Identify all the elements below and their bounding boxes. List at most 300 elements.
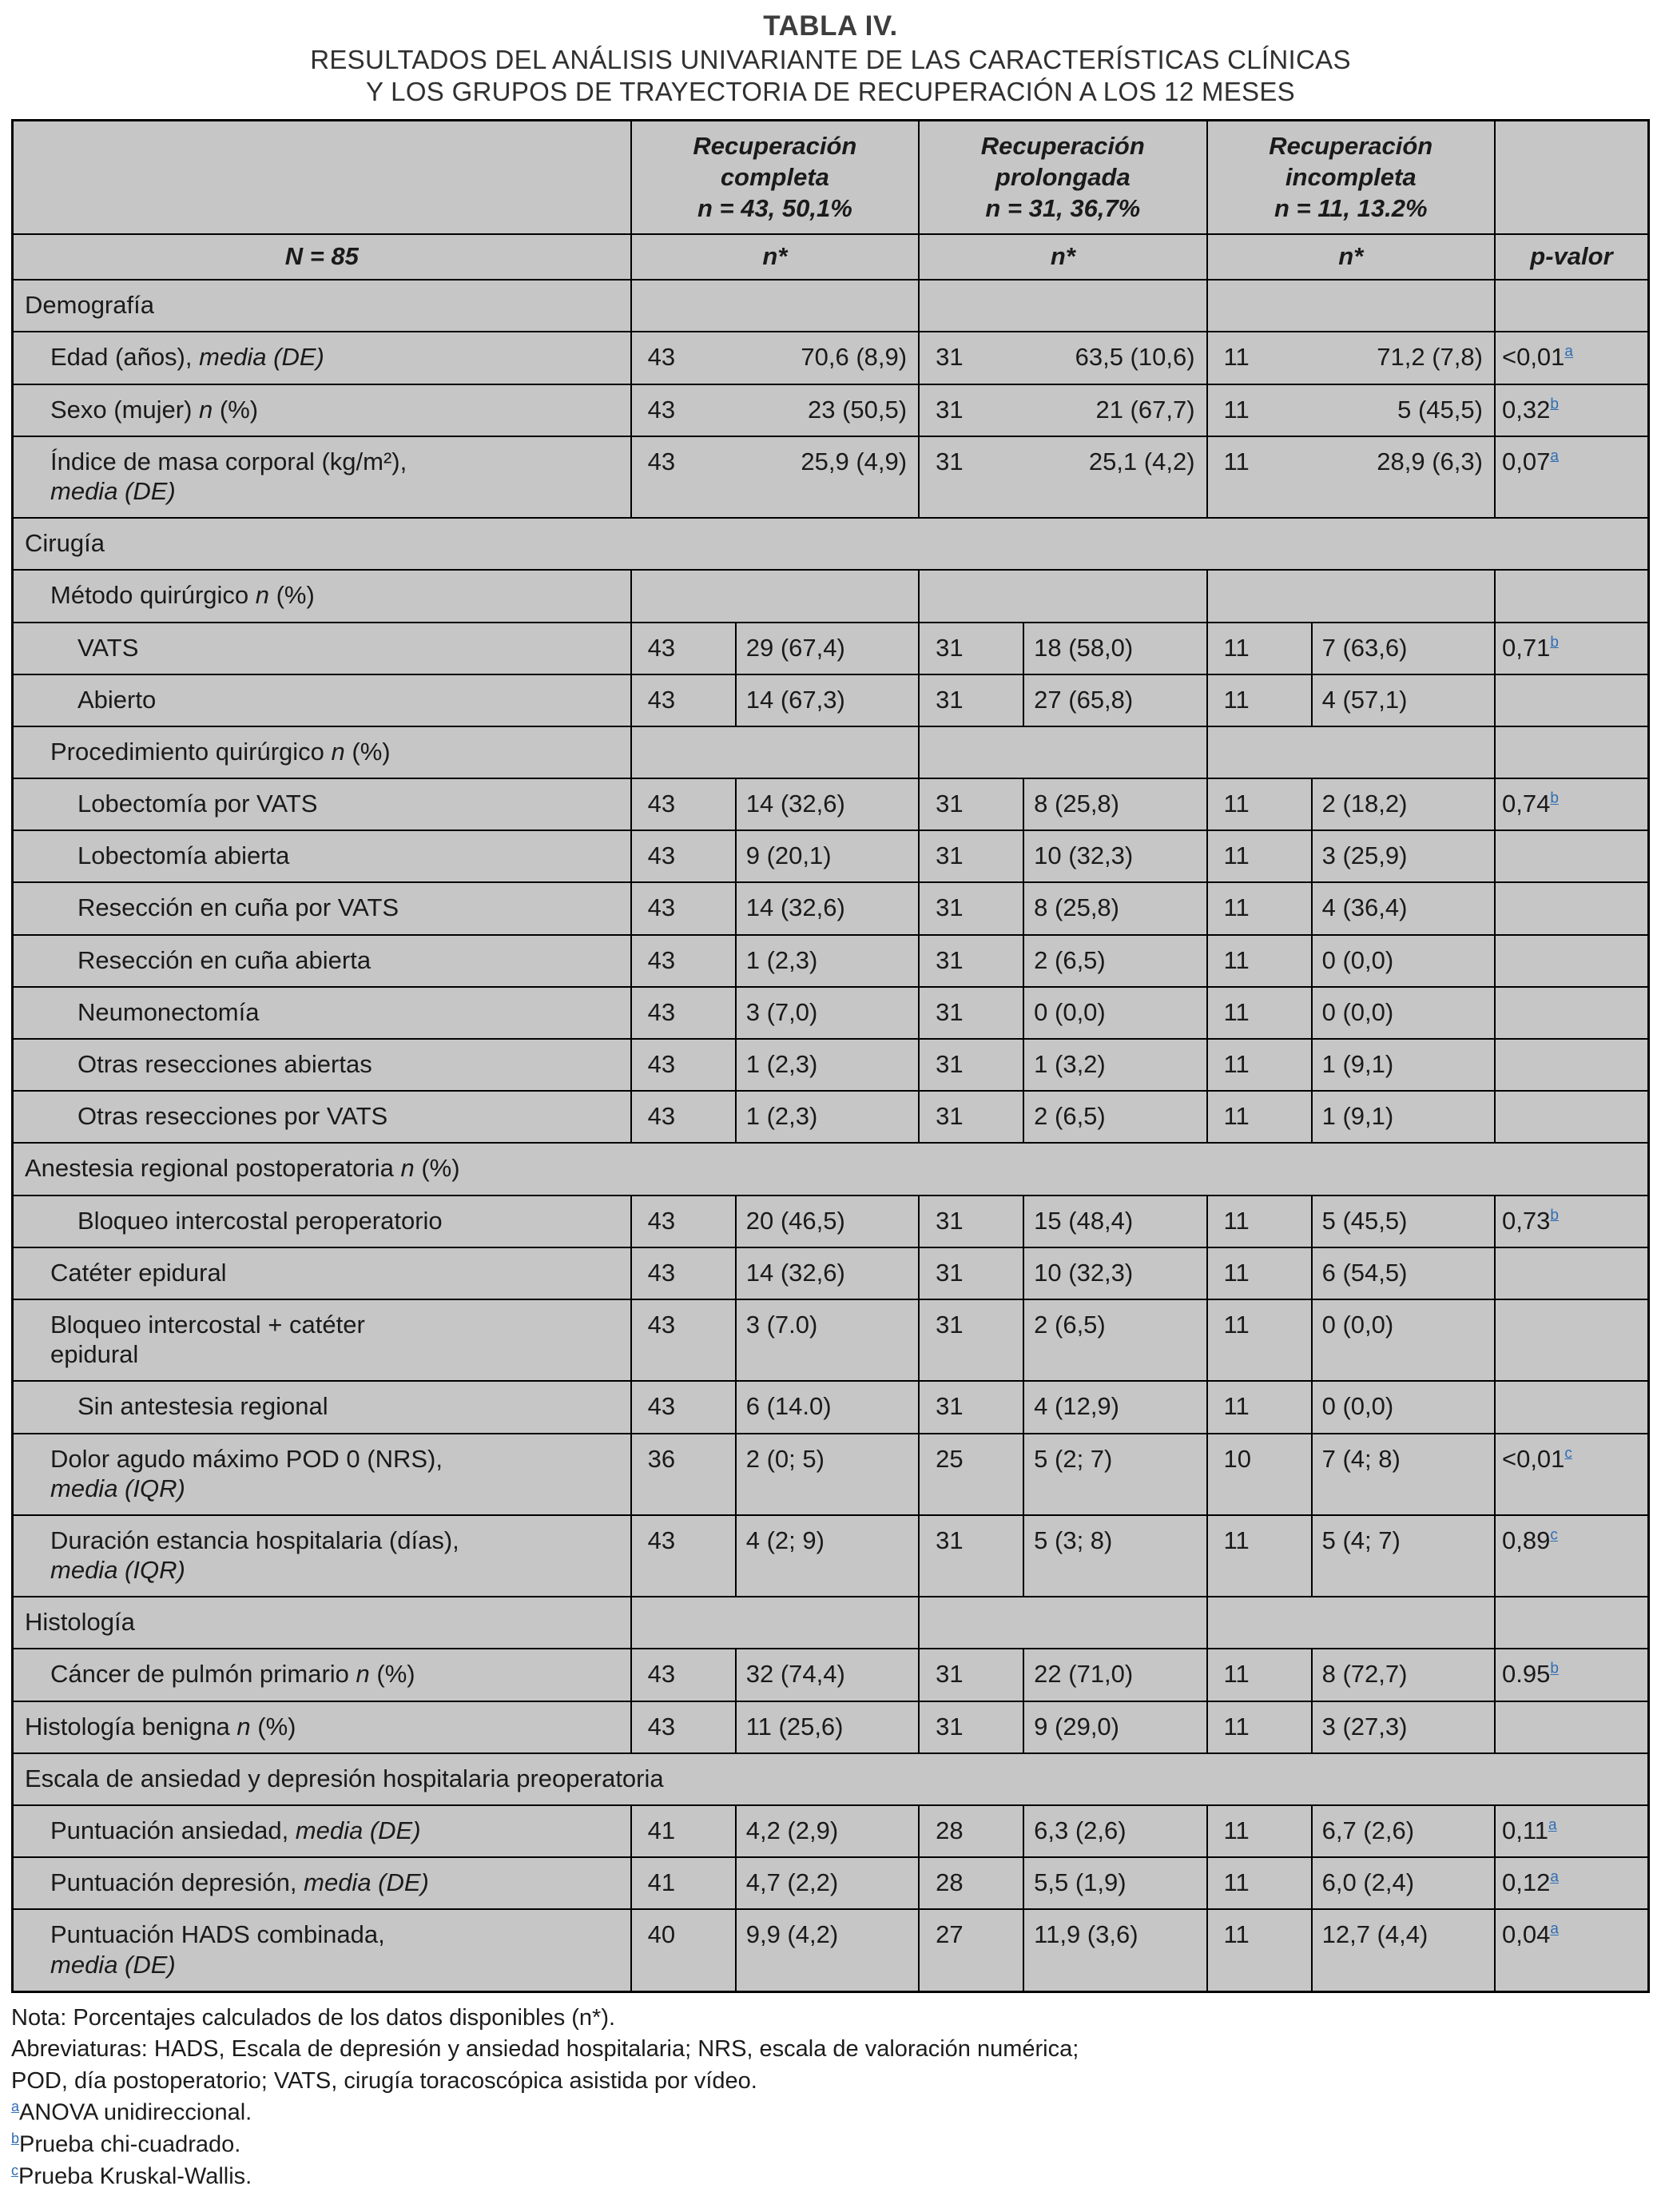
statistic-cell: 14 (32,6) (736, 1247, 919, 1299)
row-label-line (50, 1555, 624, 1585)
p-value-header: p-valor (1495, 234, 1649, 280)
statistic-cell: 5 (3; 8) (1023, 1515, 1206, 1597)
row-label-cell (13, 1381, 631, 1433)
n-available-cell: 27 (919, 1909, 1023, 1991)
label-segment: Puntuación HADS combinada, (50, 1920, 385, 1949)
p-header-spacer (1495, 121, 1649, 235)
label-segment: n (400, 1154, 415, 1183)
statistic-cell: 2 (6,5) (1023, 1091, 1206, 1143)
footnote-c (11, 2161, 1650, 2193)
statistic-cell: 15 (48,4) (1023, 1196, 1206, 1247)
table-row (13, 935, 1649, 987)
n-available-cell: 11 (1207, 1039, 1312, 1091)
n-available-value: 31 (936, 395, 964, 424)
n-available-cell: 41 (631, 1805, 736, 1857)
n-available-cell: 43 (631, 830, 736, 882)
label-segment: n (199, 395, 213, 424)
p-value-cell (1495, 570, 1649, 622)
label-segment: (%) (369, 1660, 415, 1689)
label-segment: Otras resecciones abiertas (77, 1050, 372, 1078)
statistic-cell: 6 (54,5) (1312, 1247, 1495, 1299)
label-segment: Resección en cuña abierta (77, 945, 372, 974)
row-label-cell (13, 1091, 631, 1143)
label-segment: Escala de ansiedad y depresión hospitalaria preoperatoria (25, 1764, 664, 1792)
n-total-header: N = 85 (13, 234, 631, 280)
table-row (13, 1434, 1649, 1515)
group-value-cell (1207, 332, 1495, 384)
label-segment: Anestesia regional postoperatoria (25, 1154, 401, 1183)
section-label-cell (13, 280, 631, 332)
statistic-cell: 2 (6,5) (1023, 1299, 1206, 1381)
statistic-cell: 9,9 (4,2) (736, 1909, 919, 1991)
statistic-cell: 4 (36,4) (1312, 882, 1495, 934)
n-available-cell: 31 (919, 623, 1023, 674)
row-label-cell (13, 830, 631, 882)
empty-group-cell (919, 726, 1206, 778)
label-segment: (%) (344, 737, 391, 766)
group-value-wrap (638, 342, 912, 372)
label-segment: media (DE) (50, 1950, 176, 1979)
row-label-cell (13, 1039, 631, 1091)
statistic-cell: 1 (2,3) (736, 935, 919, 987)
n-star-header: n* (631, 234, 919, 280)
row-label-line (50, 447, 624, 476)
statistic-cell: 32 (74,4) (736, 1649, 919, 1701)
statistic-cell: 1 (2,3) (736, 1039, 919, 1091)
statistic-cell: 6,3 (2,6) (1023, 1805, 1206, 1857)
label-segment: Catéter epidural (50, 1258, 227, 1287)
statistic-value: 23 (50,5) (808, 395, 908, 424)
n-available-cell: 31 (919, 1091, 1023, 1143)
statistic-cell: 4 (2; 9) (736, 1515, 919, 1597)
group-header-prolongada (919, 121, 1206, 235)
table-row (13, 332, 1649, 384)
n-available-cell: 31 (919, 830, 1023, 882)
row-label-cell (13, 1701, 631, 1753)
statistic-cell: 3 (27,3) (1312, 1701, 1495, 1753)
n-available-cell: 11 (1207, 1909, 1312, 1991)
n-available-cell: 40 (631, 1909, 736, 1991)
p-value-cell (1495, 1247, 1649, 1299)
empty-group-cell (631, 1597, 919, 1649)
table-row (13, 1515, 1649, 1597)
label-segment: Resección en cuña por VATS (77, 893, 399, 922)
statistic-cell: 1 (9,1) (1312, 1091, 1495, 1143)
group-value-cell (919, 332, 1206, 384)
empty-group-cell (1207, 1597, 1495, 1649)
label-segment: Edad (años), (50, 343, 200, 372)
row-label-line (77, 893, 624, 922)
footnote-ref: b (1550, 396, 1559, 413)
row-label-line (50, 1659, 624, 1689)
table-body (13, 280, 1649, 1991)
n-star-header: n* (1207, 234, 1495, 280)
section-row (13, 570, 1649, 622)
p-value-cell: <0,01$^a$ (1495, 332, 1649, 384)
row-label-line (50, 1310, 624, 1339)
row-label-line (50, 1526, 624, 1555)
n-available-value: 43 (647, 447, 676, 475)
group-value-cell (919, 436, 1206, 518)
row-label-cell (13, 1247, 631, 1299)
footnote-marker-a: a (11, 2099, 20, 2115)
row-label-cell (13, 1299, 631, 1381)
corner-cell (13, 121, 631, 235)
table-row (13, 1039, 1649, 1091)
row-label-cell (13, 1909, 631, 1991)
row-label-line (50, 1444, 624, 1474)
empty-group-cell (631, 280, 919, 332)
table-number: TABLA IV. (763, 10, 898, 42)
section-row (13, 518, 1649, 570)
table-row (13, 1805, 1649, 1857)
row-label-cell (13, 436, 631, 518)
n-available-cell: 43 (631, 987, 736, 1039)
n-available-cell: 11 (1207, 1196, 1312, 1247)
group-title-line: incompleta (1285, 162, 1417, 191)
statistic-value: 28,9 (6,3) (1377, 447, 1483, 475)
n-available-cell: 36 (631, 1434, 736, 1515)
n-available-cell: 11 (1207, 1649, 1312, 1701)
p-value-cell: 0,32$^b$ (1495, 384, 1649, 436)
statistic-value: 25,9 (4,9) (801, 447, 908, 475)
row-label-line (50, 737, 624, 766)
label-segment: Lobectomía abierta (77, 841, 290, 870)
n-available-cell: 11 (1207, 830, 1312, 882)
p-value-cell (1495, 280, 1649, 332)
row-label-cell (13, 1649, 631, 1701)
label-segment: n (331, 737, 345, 766)
table-caption-line2: Y LOS GRUPOS DE TRAYECTORIA DE RECUPERACIÓN A LOS 12 MESES (366, 76, 1295, 106)
footnotes-block (11, 2003, 1650, 2194)
group-value-wrap (926, 447, 1199, 476)
label-segment: (%) (269, 581, 315, 610)
row-label-line (50, 395, 624, 424)
statistic-cell: 0 (0,0) (1023, 987, 1206, 1039)
label-segment: Histología benigna (25, 1712, 237, 1741)
group-title-line: completa (720, 162, 829, 191)
statistic-cell: 4 (12,9) (1023, 1381, 1206, 1433)
statistic-cell: 4,7 (2,2) (736, 1857, 919, 1909)
footnote-ref: a (1550, 448, 1559, 465)
table-row (13, 384, 1649, 436)
group-value-wrap (638, 447, 912, 476)
p-value-cell: 0.95$^b$ (1495, 1649, 1649, 1701)
n-available-cell: 11 (1207, 987, 1312, 1039)
n-available-cell: 11 (1207, 1857, 1312, 1909)
n-available-cell: 11 (1207, 935, 1312, 987)
empty-group-cell (631, 570, 919, 622)
table-row (13, 1857, 1649, 1909)
n-available-cell: 11 (1207, 1805, 1312, 1857)
label-segment: Bloqueo intercostal peroperatorio (77, 1206, 443, 1235)
label-segment: Sexo (mujer) (50, 395, 200, 424)
row-label-line (50, 1868, 624, 1897)
empty-group-cell (919, 280, 1206, 332)
group-title-line: prolongada (995, 162, 1131, 191)
empty-group-cell (1207, 726, 1495, 778)
group-value-cell (919, 384, 1206, 436)
statistic-cell: 2 (6,5) (1023, 935, 1206, 987)
p-value-cell (1495, 882, 1649, 934)
group-value-cell (1207, 384, 1495, 436)
n-available-cell: 11 (1207, 1515, 1312, 1597)
p-value-cell: 0,89$^c$ (1495, 1515, 1649, 1597)
p-value-cell: 0,07$^a$ (1495, 436, 1649, 518)
label-segment: Demografía (25, 291, 154, 320)
footnote-ref: c (1564, 1445, 1572, 1462)
row-label-cell (13, 623, 631, 674)
n-available-cell: 11 (1207, 1381, 1312, 1433)
label-segment: Duración estancia hospitalaria (días), (50, 1526, 459, 1554)
n-available-cell: 31 (919, 1381, 1023, 1433)
statistic-cell: 4 (57,1) (1312, 674, 1495, 726)
n-available-value: 31 (936, 343, 964, 372)
group-header-row (13, 121, 1649, 235)
label-segment: Procedimiento quirúrgico (50, 737, 332, 766)
n-star-header: n* (919, 234, 1206, 280)
statistic-cell: 3 (7,0) (736, 987, 919, 1039)
row-label-line (50, 342, 624, 372)
n-available-value: 31 (936, 447, 964, 475)
p-value-cell (1495, 1299, 1649, 1381)
n-available-cell: 11 (1207, 1247, 1312, 1299)
label-segment: media (IQR) (50, 1556, 185, 1585)
n-available-cell: 11 (1207, 1701, 1312, 1753)
row-label-cell (13, 882, 631, 934)
statistic-cell: 1 (2,3) (736, 1091, 919, 1143)
group-header-completa (631, 121, 919, 235)
group-value-wrap (926, 395, 1199, 424)
table-row (13, 1091, 1649, 1143)
row-label-line (50, 1258, 624, 1287)
group-value-cell (1207, 436, 1495, 518)
row-label-line (77, 1049, 624, 1079)
n-available-cell: 43 (631, 1649, 736, 1701)
section-label-cell (13, 570, 631, 622)
n-available-cell: 43 (631, 1091, 736, 1143)
n-available-cell: 31 (919, 1039, 1023, 1091)
row-label-line (50, 476, 624, 506)
label-segment: n (356, 1660, 370, 1689)
n-available-value: 43 (647, 395, 676, 424)
row-label-line (50, 1474, 624, 1503)
n-available-cell: 43 (631, 1039, 736, 1091)
footnote-ref: a (1564, 344, 1573, 361)
statistic-cell: 4,2 (2,9) (736, 1805, 919, 1857)
p-value-cell: 0,73$^b$ (1495, 1196, 1649, 1247)
statistic-cell: 0 (0,0) (1312, 987, 1495, 1039)
statistic-cell: 5,5 (1,9) (1023, 1857, 1206, 1909)
group-n-line: n = 31, 36,7% (985, 193, 1141, 222)
section-row (13, 1597, 1649, 1649)
n-available-cell: 31 (919, 778, 1023, 830)
results-table (11, 119, 1650, 1993)
label-segment: media (IQR) (50, 1474, 185, 1502)
statistic-cell: 3 (25,9) (1312, 830, 1495, 882)
p-value-cell: 0,12$^a$ (1495, 1857, 1649, 1909)
label-segment: Neumonectomía (77, 997, 260, 1026)
row-label-line (77, 945, 624, 975)
group-value-wrap (1214, 342, 1488, 372)
statistic-cell: 1 (3,2) (1023, 1039, 1206, 1091)
statistic-cell: 2 (18,2) (1312, 778, 1495, 830)
n-available-cell: 25 (919, 1434, 1023, 1515)
group-value-cell (631, 332, 919, 384)
label-segment: (%) (250, 1712, 296, 1741)
statistic-cell: 5 (45,5) (1312, 1196, 1495, 1247)
statistic-cell: 8 (25,8) (1023, 778, 1206, 830)
group-value-wrap (638, 395, 912, 424)
group-value-wrap (926, 342, 1199, 372)
statistic-value: 63,5 (10,6) (1075, 343, 1195, 372)
row-label-cell (13, 1196, 631, 1247)
table-caption-line1: RESULTADOS DEL ANÁLISIS UNIVARIANTE DE LAS CARACTERÍSTICAS CLÍNICAS (310, 44, 1351, 74)
p-value-cell (1495, 830, 1649, 882)
label-segment: (%) (414, 1154, 460, 1183)
n-available-cell: 43 (631, 1196, 736, 1247)
statistic-cell: 1 (9,1) (1312, 1039, 1495, 1091)
statistic-cell: 14 (32,6) (736, 778, 919, 830)
group-n-line: n = 11, 13.2% (1274, 193, 1428, 222)
label-segment: Lobectomía por VATS (77, 790, 318, 818)
label-segment: media (DE) (295, 1816, 421, 1844)
row-label-line (25, 1607, 624, 1637)
n-available-cell: 43 (631, 1247, 736, 1299)
footnote-ref: b (1550, 634, 1559, 651)
label-segment: Cáncer de pulmón primario (50, 1660, 356, 1689)
footnote-ref: a (1550, 1868, 1559, 1886)
label-segment: epidural (50, 1340, 139, 1369)
n-available-cell: 11 (1207, 882, 1312, 934)
label-segment: Cirugía (25, 529, 105, 558)
table-row (13, 1247, 1649, 1299)
footnote-marker-c: c (11, 2162, 18, 2179)
row-label-line (50, 1920, 624, 1949)
statistic-cell: 9 (29,0) (1023, 1701, 1206, 1753)
row-label-cell (13, 987, 631, 1039)
row-label-cell (13, 1515, 631, 1597)
row-label-cell (13, 674, 631, 726)
group-value-wrap (1214, 395, 1488, 424)
row-label-line (25, 1153, 1641, 1183)
row-label-line (77, 1206, 624, 1235)
table-row (13, 623, 1649, 674)
n-available-value: 11 (1223, 343, 1250, 372)
row-label-line (25, 1764, 1641, 1793)
n-available-cell: 31 (919, 1515, 1023, 1597)
statistic-cell: 7 (63,6) (1312, 623, 1495, 674)
p-value-cell (1495, 1381, 1649, 1433)
section-label-cell (13, 1597, 631, 1649)
footnote-b (11, 2129, 1650, 2161)
statistic-cell: 5 (4; 7) (1312, 1515, 1495, 1597)
n-available-cell: 43 (631, 1299, 736, 1381)
label-segment: media (DE) (50, 476, 176, 505)
p-value-cell: <0,01$^c$ (1495, 1434, 1649, 1515)
row-label-line (25, 528, 1641, 558)
label-segment: (%) (213, 395, 259, 424)
label-segment: VATS (77, 633, 139, 662)
section-row (13, 1143, 1649, 1195)
statistic-value: 25,1 (4,2) (1088, 447, 1195, 475)
row-label-cell (13, 1434, 631, 1515)
label-segment: media (DE) (304, 1868, 429, 1897)
p-value-cell (1495, 935, 1649, 987)
section-row (13, 1753, 1649, 1805)
section-row (13, 726, 1649, 778)
statistic-value: 71,2 (7,8) (1377, 343, 1483, 372)
group-title-line: Recuperación (1269, 132, 1433, 161)
statistic-cell: 5 (2; 7) (1023, 1434, 1206, 1515)
p-value-cell: 0,11$^a$ (1495, 1805, 1649, 1857)
n-available-cell: 43 (631, 623, 736, 674)
footnote-abbreviations-2: POD, día postoperatorio; VATS, cirugía toracoscópica asistida por vídeo. (11, 2067, 757, 2094)
n-available-cell: 43 (631, 882, 736, 934)
label-segment: Índice de masa corporal (kg/m²), (50, 447, 407, 475)
label-segment: Histología (25, 1608, 135, 1637)
statistic-value: 70,6 (8,9) (801, 343, 908, 372)
statistic-cell: 27 (65,8) (1023, 674, 1206, 726)
label-segment: media (DE) (199, 343, 324, 372)
n-available-cell: 31 (919, 987, 1023, 1039)
n-available-cell: 31 (919, 882, 1023, 934)
statistic-cell: 14 (67,3) (736, 674, 919, 726)
label-segment: Sin antestesia regional (77, 1392, 328, 1421)
row-label-line (50, 1816, 624, 1845)
statistic-cell: 14 (32,6) (736, 882, 919, 934)
group-value-cell (631, 384, 919, 436)
p-value-cell: 0,74$^b$ (1495, 778, 1649, 830)
n-available-cell: 31 (919, 1196, 1023, 1247)
statistic-cell: 6 (14.0) (736, 1381, 919, 1433)
statistic-cell: 11 (25,6) (736, 1701, 919, 1753)
label-segment: Dolor agudo máximo POD 0 (NRS), (50, 1444, 443, 1473)
footnote-ref: a (1548, 1816, 1557, 1834)
p-value-cell (1495, 1091, 1649, 1143)
table-row (13, 882, 1649, 934)
n-available-cell: 43 (631, 1515, 736, 1597)
row-label-cell (13, 935, 631, 987)
n-available-cell: 11 (1207, 778, 1312, 830)
section-label-cell (13, 1753, 1649, 1805)
group-n-line: n = 43, 50,1% (697, 193, 852, 222)
footnote-ref: a (1550, 1921, 1559, 1939)
label-segment: Otras resecciones por VATS (77, 1102, 388, 1131)
group-title-line: Recuperación (980, 132, 1145, 161)
statistic-cell: 9 (20,1) (736, 830, 919, 882)
footnote-a-text: ANOVA unidireccional. (19, 2099, 252, 2126)
table-header (13, 121, 1649, 280)
table-row (13, 1299, 1649, 1381)
row-label-line (77, 1101, 624, 1131)
statistic-cell: 6,0 (2,4) (1312, 1857, 1495, 1909)
n-available-cell: 31 (919, 674, 1023, 726)
row-label-line (50, 1950, 624, 1979)
section-row (13, 280, 1649, 332)
n-available-cell: 43 (631, 778, 736, 830)
row-label-line (77, 997, 624, 1027)
statistic-cell: 29 (67,4) (736, 623, 919, 674)
table-row (13, 1701, 1649, 1753)
empty-group-cell (631, 726, 919, 778)
table-row (13, 778, 1649, 830)
p-value-cell (1495, 674, 1649, 726)
n-available-cell: 11 (1207, 1299, 1312, 1381)
n-available-cell: 31 (919, 1299, 1023, 1381)
footnote-ref: b (1550, 1661, 1559, 1678)
group-title-line: Recuperación (693, 132, 857, 161)
